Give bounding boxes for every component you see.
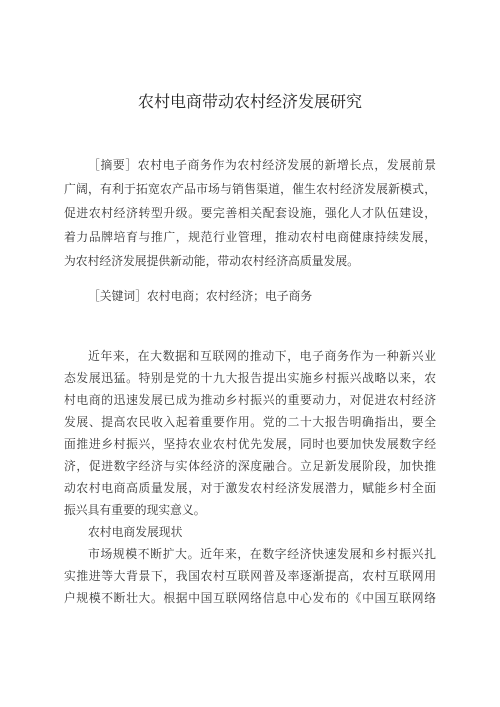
body-text [64,345,436,609]
body-line: 发展、提高农民收入起着重要作用。党的二十大报告明确指出，要全 [64,415,436,429]
section-heading: 农村电商发展现状 [88,525,183,539]
body-line: 村电商的迅速发展已成为推动乡村振兴的重要动力，对促进农村经济 [64,393,436,407]
body-line: 振兴具有重要的现实意义。 [64,503,206,517]
body-line: 户规模不断壮大。根据中国互联网络信息中心发布的《中国互联网络 [64,591,436,605]
body-line: 动农村电商高质量发展，对于激发农村经济发展潜力，赋能乡村全面 [64,481,436,495]
body-line: 济，促进数字经济与实体经济的深度融合。立足新发展阶段，加快推 [64,459,436,473]
body-line: 市场规模不断扩大。近年来，在数字经济快速发展和乡村振兴扎 [88,547,436,561]
abstract-line: 为农村经济发展提供新动能，带动农村经济高质量发展。 [64,254,359,268]
body-line: 态发展迅猛。特别是党的十九大报告提出实施乡村振兴战略以来，农 [64,371,436,385]
abstract-line: ［摘要］农村电子商务作为农村经济发展的新增长点，发展前景 [88,158,436,172]
body-line: 实推进等大背景下，我国农村互联网普及率逐渐提高，农村互联网用 [64,569,436,583]
keywords-line: ［关键词］农村电商；农村经济；电子商务 [88,289,313,303]
abstract-line: 广阔，有利于拓宽农产品市场与销售渠道，催生农村经济发展新模式， [64,182,436,196]
body-line: 近年来，在大数据和互联网的推动下，电子商务作为一种新兴业 [88,349,436,363]
keywords [64,284,436,308]
abstract-line: 促进农村经济转型升级。要完善相关配套设施，强化人才队伍建设， [64,206,436,220]
body-line: 面推进乡村振兴，坚持农业农村优先发展，同时也要加快发展数字经 [64,437,436,451]
abstract [64,153,436,273]
abstract-line: 着力品牌培育与推广，规范行业管理，推动农村电商健康持续发展， [64,230,436,244]
paper-title: 农村电商带动农村经济发展研究 [137,92,362,111]
